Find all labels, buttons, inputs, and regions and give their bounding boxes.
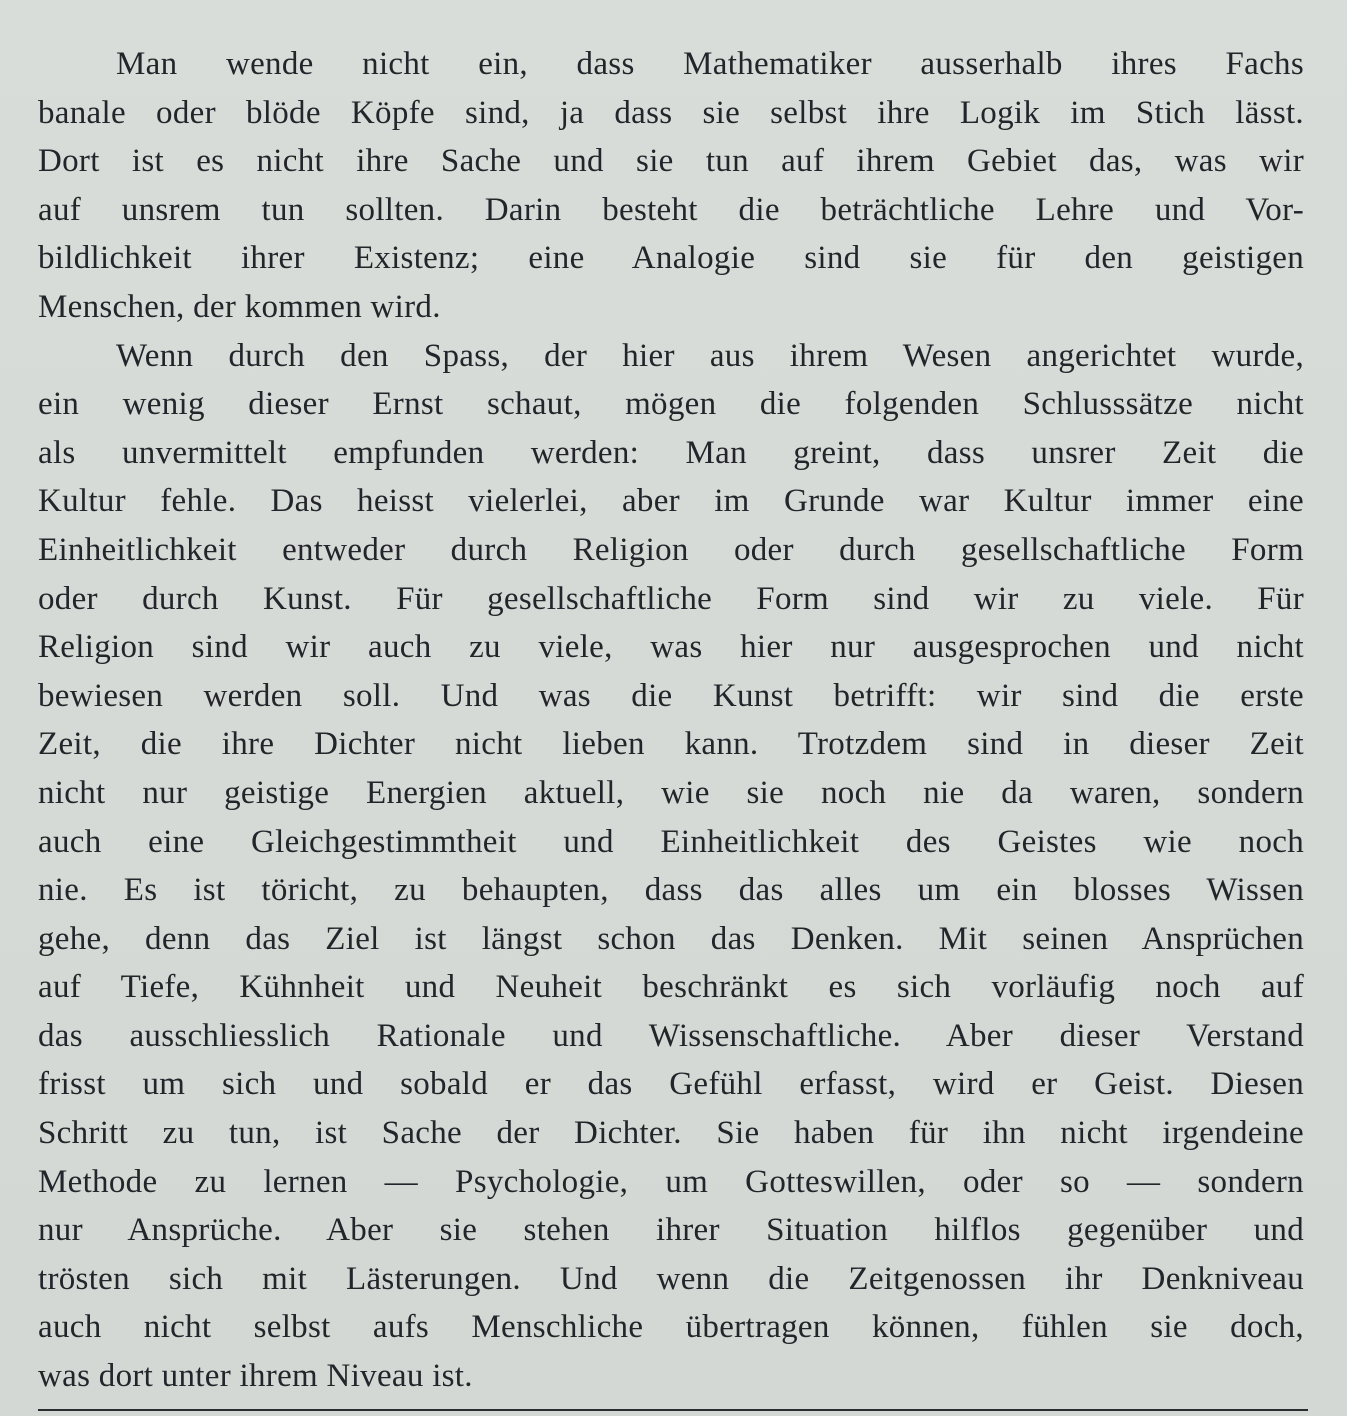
text-line: Menschen, der kommen wird. <box>38 288 441 325</box>
text-line: Zeit, die ihre Dichter nicht lieben kann. Trotzdem sind in dieser Zeit <box>38 726 1304 763</box>
text-line: banale oder blöde Köpfe sind, ja dass sie selbst ihre Logik im Stich lässt. <box>38 94 1304 131</box>
text-line: Man wende nicht ein, dass Mathematiker ausserhalb ihres Fachs <box>116 46 1304 82</box>
text-line: nie. Es ist töricht, zu behaupten, dass das alles um ein blosses Wissen <box>38 872 1304 909</box>
text-line: was dort unter ihrem Niveau ist. <box>38 1358 473 1395</box>
text-line: Dort ist es nicht ihre Sache und sie tun auf ihrem Gebiet das, was wir <box>38 143 1304 180</box>
text-line: bildlichkeit ihrer Existenz; eine Analogie sind sie für den geistigen <box>38 240 1304 277</box>
text-line: ein wenig dieser Ernst schaut, mögen die folgenden Schlusssätze nicht <box>38 386 1304 423</box>
text-line: auch nicht selbst aufs Menschliche übertragen können, fühlen sie doch, <box>38 1309 1304 1346</box>
paragraph-1 <box>38 40 1304 332</box>
text-line: Einheitlichkeit entweder durch Religion oder durch gesellschaftliche Form <box>38 531 1304 568</box>
text-line: auch eine Gleichgestimmtheit und Einheitlichkeit des Geistes wie noch <box>38 823 1304 860</box>
text-line: gehe, denn das Ziel ist längst schon das Denken. Mit seinen Ansprüchen <box>38 920 1304 957</box>
text-line: das ausschliesslich Rationale und Wissenschaftliche. Aber dieser Verstand <box>38 1017 1304 1054</box>
section-divider-rule <box>38 1409 1308 1411</box>
text-line: bewiesen werden soll. Und was die Kunst betrifft: wir sind die erste <box>38 677 1304 714</box>
text-line: Wenn durch den Spass, der hier aus ihrem Wesen angerichtet wurde, <box>116 337 1304 374</box>
text-line: auf unsrem tun sollten. Darin besteht die beträchtliche Lehre und Vor- <box>38 191 1304 228</box>
text-line: trösten sich mit Lästerungen. Und wenn die Zeitgenossen ihr Denkniveau <box>38 1260 1304 1297</box>
text-line: Kultur fehle. Das heisst vielerlei, aber im Grunde war Kultur immer eine <box>38 483 1304 520</box>
text-line: auf Tiefe, Kühnheit und Neuheit beschränkt es sich vorläufig noch auf <box>38 969 1304 1006</box>
text-line: oder durch Kunst. Für gesellschaftliche Form sind wir zu viele. Für <box>38 580 1304 617</box>
body-text <box>38 40 1304 1401</box>
paragraph-2 <box>38 332 1304 1401</box>
text-line: Schritt zu tun, ist Sache der Dichter. Sie haben für ihn nicht irgendeine <box>38 1115 1304 1152</box>
text-line: Religion sind wir auch zu viele, was hier nur ausgesprochen und nicht <box>38 629 1304 666</box>
text-line: als unvermittelt empfunden werden: Man greint, dass unsrer Zeit die <box>38 434 1304 471</box>
text-line: nur Ansprüche. Aber sie stehen ihrer Situation hilflos gegenüber und <box>38 1212 1304 1249</box>
text-line: Methode zu lernen — Psychologie, um Gotteswillen, oder so — sondern <box>38 1163 1304 1200</box>
text-line: nicht nur geistige Energien aktuell, wie sie noch nie da waren, sondern <box>38 774 1304 811</box>
text-line: frisst um sich und sobald er das Gefühl erfasst, wird er Geist. Diesen <box>38 1066 1304 1103</box>
